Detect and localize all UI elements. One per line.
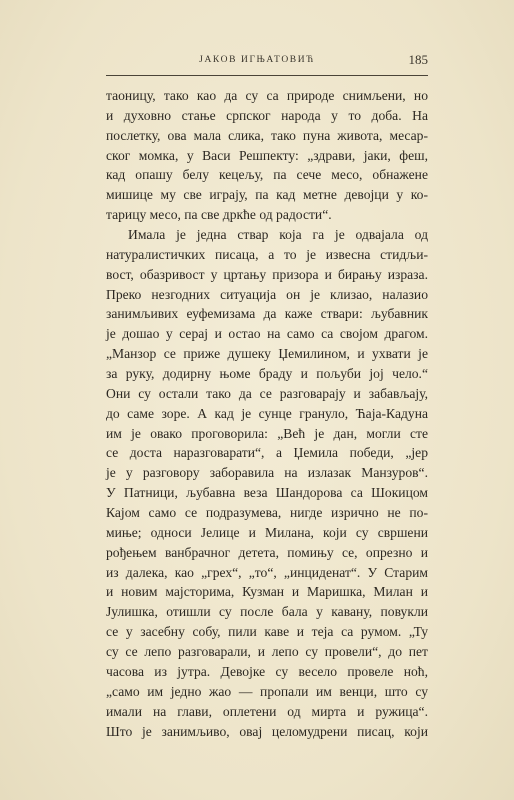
text-line: Јулишка, отишли су после бала у кавану, повукли [106,604,428,620]
text-line: се доста наразговарати“, а Џемила победи, „јер [106,445,428,461]
text-line: миње; односи Јелице и Милана, који су свршени [106,524,428,540]
text-line: Кајом само се подразумева, нигде изрично не по- [106,505,428,521]
text-line: У Патници, љубавна веза Шандорова са Шокицом [106,485,428,501]
text-line: занимљивих еуфемизама да каже ствари: љубавник [106,306,428,322]
text-line: имали на глави, оплетени од мирта и ружица“. [106,703,428,719]
text-line: им је овако проговорила: „Већ је дан, могли сте [106,425,428,441]
page-number: 185 [408,52,428,67]
text-line: тарицу месо, па све дркће од радости“. [106,207,332,223]
text-line: вост, обазривост у цртању призора и бирању израза. [106,266,428,282]
header-author-name: ЈАКОВ ИГЊАТОВИЋ [199,55,315,65]
text-line: „само им једно жао — пропали им венци, што су [106,683,428,699]
text-line: се у засебну собу, пили каве и теја са румом. „Ту [106,624,428,640]
text-line: натуралистичких писаца, а то је извесна стидљи- [106,246,428,262]
text-line: часова из јутра. Девојке су весело провеле ноћ, [106,663,428,679]
text-line: су се лепо разговарали, и лепо су провели“, до пет [106,644,428,660]
text-line: „Манзор се прижe душеку Џемилином, и ухвати је [106,346,428,362]
running-header [0,52,514,72]
text-line: из далека, као „грех“, „то“, „инциденат“. У Старим [106,564,428,580]
text-line: и духовно стање српског народа у то доба. На [106,107,428,123]
text-line: таоницу, тако као да су са природе снимљени, но [106,88,428,103]
text-line: рођењем ванбрачног детета, помињу се, опрезно и [106,544,428,560]
text-line: Они су остали тако да се разговарају и забављају, [106,385,428,401]
text-line: ског момка, у Васи Решпекту: „здрави, јаки, феш, [106,147,428,163]
header-rule [106,75,428,76]
text-line: је дошао у серај и остао на само са својом драгом. [106,326,428,342]
text-line: Што је занимљиво, овај целомудрени писац, који [106,723,428,739]
text-line: је у разговору заборавила на излазак Манзуров“. [106,465,428,481]
text-line: Преко незгодних ситуација он је клизао, налазио [106,286,428,302]
body-text [106,86,428,741]
text-line: и новим мајсторима, Кузман и Маришка, Милан и [106,584,428,600]
text-line: кад опашу белу кецељу, па сече месо, обнажене [106,167,428,183]
text-line: послетку, ова мала слика, тако пуна живота, месар- [106,127,428,143]
text-line: за руку, додирну њоме браду и пољуби јој чело.“ [106,366,428,382]
text-line: до саме зоре. А кад је сунце грануло, Ћаја-Кадуна [106,405,428,421]
paragraph-start-line: Имала је једна ствар која га је одвајала од [128,227,428,243]
text-line: мишице му све играју, па кад метне девојци у ко- [106,187,428,203]
